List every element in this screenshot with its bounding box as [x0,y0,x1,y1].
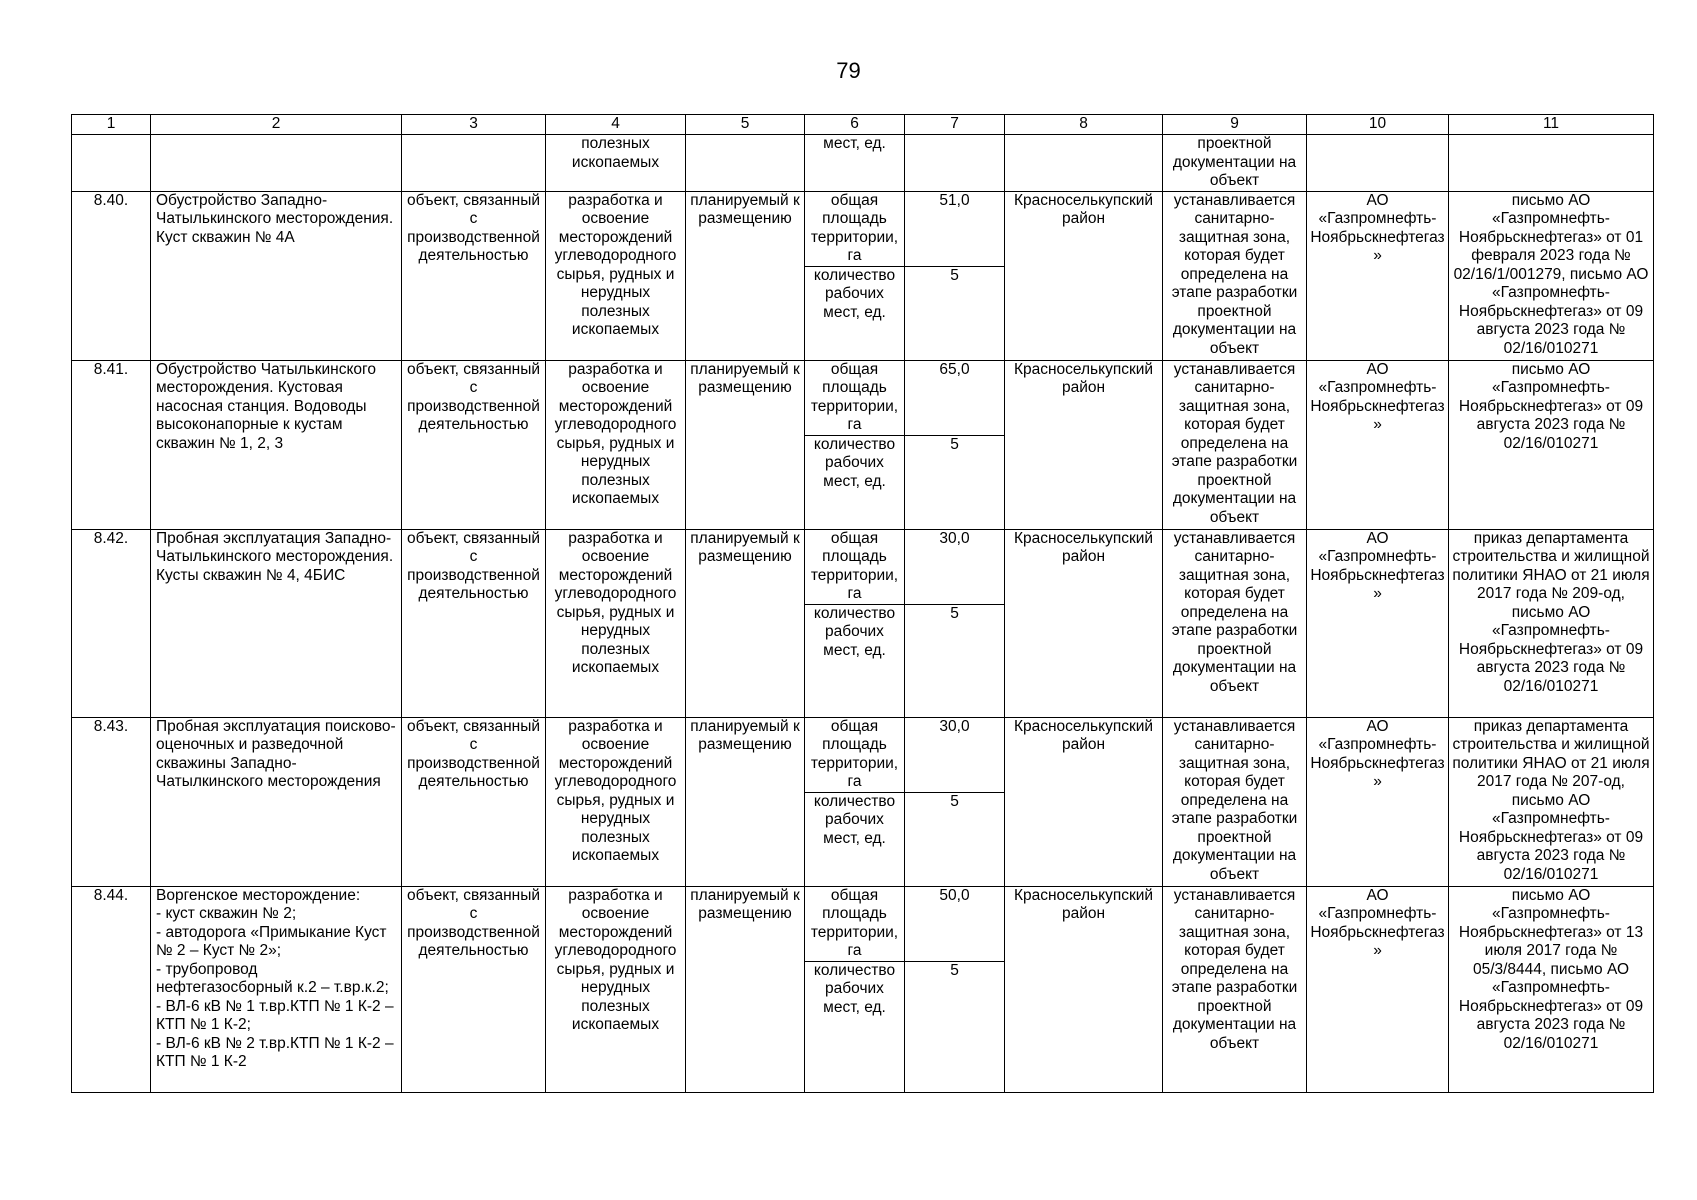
basis-cell: письмо АО «Газпромнефть-Ноябрьскнефтегаз» от 09 августа 2023 года № 02/16/010271 [1449,360,1654,529]
num-cell: 8.40. [72,191,151,360]
zone-cell: устанавливается санитарно-защитная зона, которая будет определена на этапе разработки проектной документации на объект [1163,886,1307,1092]
name-cell: Обустройство Западно-Чатылькинского месторождения. Куст скважин № 4А [151,191,402,360]
status-cell: планируемый к размещению [686,886,805,1092]
basis-cell: приказ департамента строительства и жилищной политики ЯНАО от 21 июля 2017 года № 207-од, письмо АО «Газпромнефть-Ноябрьскнефтегаз» от 09 августа 2023 года № 02/16/010271 [1449,717,1654,886]
type-cell: объект, связанный с производственной деятельностью [402,717,546,886]
owner-cell: АО «Газпромнефть-Ноябрьскнефтегаз» [1307,717,1449,886]
location-cell: Красноселькупский район [1005,191,1163,360]
table-row [72,360,1654,435]
zone-cell: устанавливается санитарно-защитная зона, которая будет определена на этапе разработки проектной документации на объект [1163,191,1307,360]
type-cell: объект, связанный с производственной деятельностью [402,191,546,360]
zone-cell: проектной документации на объект [1163,135,1307,192]
column-header: 9 [1163,115,1307,135]
table-cell [1449,135,1654,192]
purpose-cell: разработка и освоение месторождений углеводородного сырья, рудных и нерудных полезных ископаемых [546,529,686,717]
param-value-cell: 5 [905,435,1005,529]
param-label-cell: общая площадь территории, га [805,886,905,961]
column-header: 5 [686,115,805,135]
column-number-row [72,115,1654,135]
param-label-cell: общая площадь территории, га [805,360,905,435]
num-cell: 8.43. [72,717,151,886]
name-cell: Пробная эксплуатация Западно-Чатылькинского месторождения. Кусты скважин № 4, 4БИС [151,529,402,717]
column-header: 7 [905,115,1005,135]
objects-table [71,114,1654,1093]
status-cell: планируемый к размещению [686,529,805,717]
table-cell [1307,135,1449,192]
column-header: 10 [1307,115,1449,135]
column-header: 2 [151,115,402,135]
param-value-cell: 65,0 [905,360,1005,435]
location-cell: Красноселькупский район [1005,529,1163,717]
column-header: 6 [805,115,905,135]
table-row [72,191,1654,266]
num-cell: 8.44. [72,886,151,1092]
zone-cell: устанавливается санитарно-защитная зона, которая будет определена на этапе разработки проектной документации на объект [1163,360,1307,529]
param-value-cell: 5 [905,604,1005,717]
table-cell [686,135,805,192]
num-cell: 8.42. [72,529,151,717]
param-value-cell: 30,0 [905,717,1005,792]
table-row [72,717,1654,792]
location-cell: Красноселькупский район [1005,360,1163,529]
zone-cell: устанавливается санитарно-защитная зона, которая будет определена на этапе разработки проектной документации на объект [1163,529,1307,717]
purpose-cell: разработка и освоение месторождений углеводородного сырья, рудных и нерудных полезных ископаемых [546,191,686,360]
purpose-cell: полезных ископаемых [546,135,686,192]
param-value-cell: 5 [905,266,1005,360]
column-header: 11 [1449,115,1654,135]
param-value-cell: 30,0 [905,529,1005,604]
type-cell: объект, связанный с производственной деятельностью [402,360,546,529]
num-cell: 8.41. [72,360,151,529]
basis-cell: письмо АО «Газпромнефть-Ноябрьскнефтегаз» от 01 февраля 2023 года № 02/16/1/001279, письмо АО «Газпромнефть-Ноябрьскнефтегаз» от 09 августа 2023 года № 02/16/010271 [1449,191,1654,360]
param-value-cell: 51,0 [905,191,1005,266]
table-cell [402,135,546,192]
param-value-cell: 5 [905,961,1005,1092]
owner-cell: АО «Газпромнефть-Ноябрьскнефтегаз» [1307,529,1449,717]
location-cell: Красноселькупский район [1005,717,1163,886]
status-cell: планируемый к размещению [686,717,805,886]
continuation-row [72,135,1654,192]
status-cell: планируемый к размещению [686,360,805,529]
param-label-cell: общая площадь территории, га [805,191,905,266]
table-cell [905,135,1005,192]
param-label-cell: количество рабочих мест, ед. [805,435,905,529]
basis-cell: приказ департамента строительства и жилищной политики ЯНАО от 21 июля 2017 года № 209-од, письмо АО «Газпромнефть-Ноябрьскнефтегаз» от 09 августа 2023 года № 02/16/010271 [1449,529,1654,717]
location-cell: Красноселькупский район [1005,886,1163,1092]
param-label-cell: количество рабочих мест, ед. [805,266,905,360]
zone-cell: устанавливается санитарно-защитная зона, которая будет определена на этапе разработки проектной документации на объект [1163,717,1307,886]
param-label-cell: общая площадь территории, га [805,529,905,604]
page-number: 79 [836,58,861,83]
column-header: 4 [546,115,686,135]
name-cell: Воргенское месторождение: - куст скважин № 2; - автодорога «Примыкание Куст № 2 – Куст № 2»; - трубопровод нефтегазосборный к.2 – т.вр.к.2; - ВЛ-6 кВ № 1 т.вр.КТП № 1 К-2 – КТП № 1 К-2; - ВЛ-6 кВ № 2 т.вр.КТП № 1 К-2 – КТП № 1 К-2 [151,886,402,1092]
name-cell: Обустройство Чатылькинского месторождения. Кустовая насосная станция. Водоводы высоконапорные к кустам скважин № 1, 2, 3 [151,360,402,529]
table-row [72,529,1654,604]
basis-cell: письмо АО «Газпромнефть-Ноябрьскнефтегаз» от 13 июля 2017 года № 05/3/8444, письмо АО «Газпромнефть-Ноябрьскнефтегаз» от 09 августа 2023 года № 02/16/010271 [1449,886,1654,1092]
name-cell: Пробная эксплуатация поисково-оценочных и разведочной скважины Западно-Чатылкинского месторождения [151,717,402,886]
param-value-cell: 5 [905,792,1005,886]
table-cell [1005,135,1163,192]
param-label-cell: общая площадь территории, га [805,717,905,792]
table-cell [72,135,151,192]
owner-cell: АО «Газпромнефть-Ноябрьскнефтегаз» [1307,360,1449,529]
type-cell: объект, связанный с производственной деятельностью [402,886,546,1092]
purpose-cell: разработка и освоение месторождений углеводородного сырья, рудных и нерудных полезных ископаемых [546,886,686,1092]
owner-cell: АО «Газпромнефть-Ноябрьскнефтегаз» [1307,886,1449,1092]
param-label-cell: количество рабочих мест, ед. [805,792,905,886]
status-cell: планируемый к размещению [686,191,805,360]
column-header: 8 [1005,115,1163,135]
param-label-cell: количество рабочих мест, ед. [805,961,905,1092]
table-row [72,886,1654,961]
purpose-cell: разработка и освоение месторождений углеводородного сырья, рудных и нерудных полезных ископаемых [546,717,686,886]
param-label-cell: количество рабочих мест, ед. [805,604,905,717]
param-value-cell: 50,0 [905,886,1005,961]
type-cell: объект, связанный с производственной деятельностью [402,529,546,717]
column-header: 3 [402,115,546,135]
purpose-cell: разработка и освоение месторождений углеводородного сырья, рудных и нерудных полезных ископаемых [546,360,686,529]
owner-cell: АО «Газпромнефть-Ноябрьскнефтегаз» [1307,191,1449,360]
column-header: 1 [72,115,151,135]
param-label-cell: мест, ед. [805,135,905,192]
table-cell [151,135,402,192]
